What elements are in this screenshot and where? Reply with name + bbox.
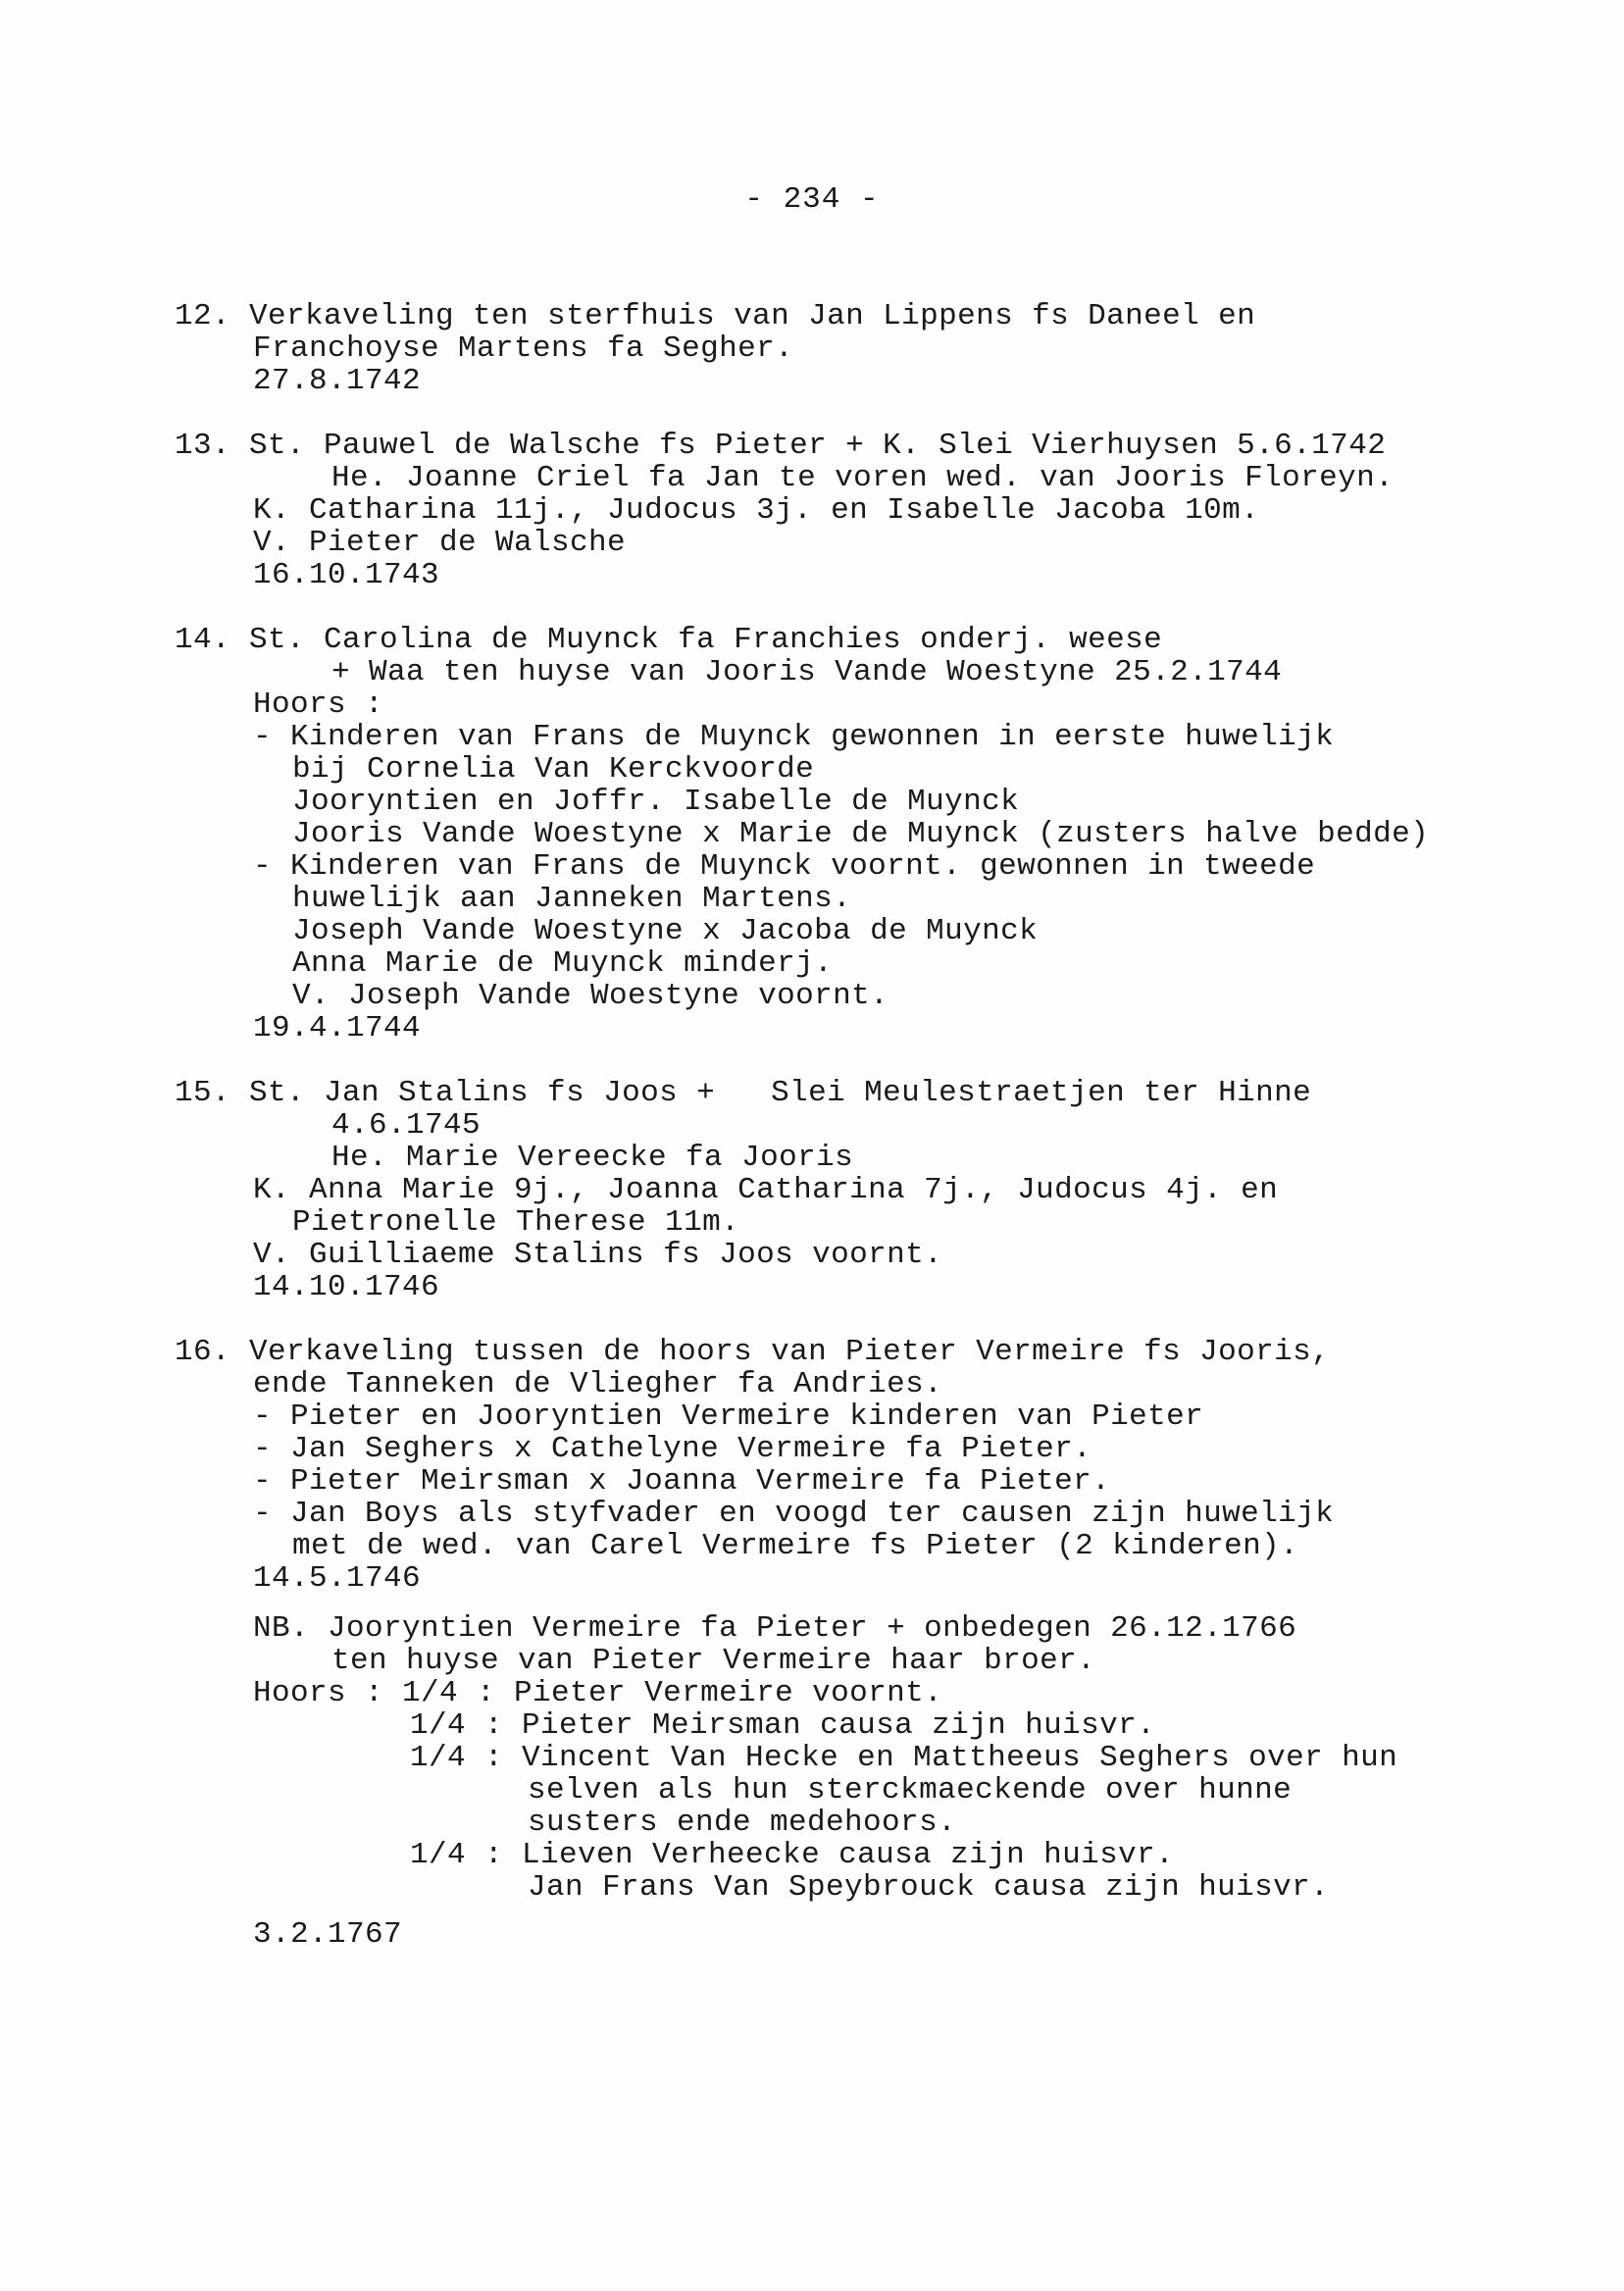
text-line: 16. Verkaveling tussen de hoors van Pieter Vermeire fs Jooris, xyxy=(175,1335,1331,1369)
text-line: 13. St. Pauwel de Walsche fs Pieter + K. Slei Vierhuysen 5.6.1742 xyxy=(175,429,1387,463)
text-line: Pietronelle Therese 11m. xyxy=(292,1205,740,1240)
text-line: huwelijk aan Janneken Martens. xyxy=(292,882,852,916)
text-line: He. Marie Vereecke fa Jooris xyxy=(331,1141,854,1175)
text-line: ten huyse van Pieter Vermeire haar broer. xyxy=(331,1644,1096,1678)
text-line: 14.10.1746 xyxy=(253,1270,440,1304)
text-line: 14. St. Carolina de Muynck fa Franchies onderj. weese xyxy=(175,623,1163,657)
text-line: Franchoyse Martens fa Segher. xyxy=(253,331,794,366)
text-line: 1/4 : Vincent Van Hecke en Mattheeus Seghers over hun xyxy=(410,1741,1398,1775)
text-line: ende Tanneken de Vliegher fa Andries. xyxy=(253,1367,943,1401)
text-line: 3.2.1767 xyxy=(253,1917,403,1952)
text-line: 27.8.1742 xyxy=(253,364,422,398)
text-line: NB. Jooryntien Vermeire fa Pieter + onbedegen 26.12.1766 xyxy=(253,1611,1297,1646)
text-line: He. Joanne Criel fa Jan te voren wed. van Jooris Floreyn. xyxy=(331,461,1395,495)
text-line: 16.10.1743 xyxy=(253,558,440,592)
text-line: met de wed. van Carel Vermeire fs Pieter (2 kinderen). xyxy=(292,1529,1299,1563)
text-line: K. Catharina 11j., Judocus 3j. en Isabelle Jacoba 10m. xyxy=(253,493,1260,528)
text-line: - Jan Seghers x Cathelyne Vermeire fa Pieter. xyxy=(253,1432,1092,1466)
text-line: Joseph Vande Woestyne x Jacoba de Muynck xyxy=(292,914,1039,948)
text-line: K. Anna Marie 9j., Joanna Catharina 7j., Judocus 4j. en xyxy=(253,1173,1279,1207)
text-line: 4.6.1745 xyxy=(331,1108,482,1143)
page-number: - 234 - xyxy=(744,182,880,217)
text-line: Jooryntien en Joffr. Isabelle de Muynck xyxy=(292,785,1020,819)
text-line: - Pieter en Jooryntien Vermeire kinderen van Pieter xyxy=(253,1400,1204,1434)
text-line: Hoors : 1/4 : Pieter Vermeire voornt. xyxy=(253,1676,943,1710)
text-line: V. Joseph Vande Woestyne voornt. xyxy=(292,979,889,1013)
text-line: selven als hun sterckmaeckende over hunne xyxy=(528,1773,1293,1807)
text-line: + Waa ten huyse van Jooris Vande Woestyne 25.2.1744 xyxy=(331,655,1283,689)
text-line: Jan Frans Van Speybrouck causa zijn huisvr. xyxy=(528,1870,1330,1905)
text-line: 1/4 : Lieven Verheecke causa zijn huisvr. xyxy=(410,1838,1175,1872)
text-line: V. Pieter de Walsche xyxy=(253,526,627,560)
text-line: Anna Marie de Muynck minderj. xyxy=(292,946,834,981)
text-line: bij Cornelia Van Kerckvoorde xyxy=(292,752,815,787)
text-line: V. Guilliaeme Stalins fs Joos voornt. xyxy=(253,1238,943,1272)
text-line: Jooris Vande Woestyne x Marie de Muynck (zusters halve bedde) xyxy=(292,817,1430,851)
text-line: - Jan Boys als styfvader en voogd ter causen zijn huwelijk xyxy=(253,1497,1335,1531)
text-line: 12. Verkaveling ten sterfhuis van Jan Lippens fs Daneel en xyxy=(175,299,1256,333)
text-line: - Kinderen van Frans de Muynck voornt. gewonnen in tweede xyxy=(253,849,1316,884)
text-line: 1/4 : Pieter Meirsman causa zijn huisvr. xyxy=(410,1708,1156,1743)
text-line: - Kinderen van Frans de Muynck gewonnen in eerste huwelijk xyxy=(253,720,1335,754)
text-line: 15. St. Jan Stalins fs Joos + Slei Meulestraetjen ter Hinne xyxy=(175,1076,1312,1110)
text-line: - Pieter Meirsman x Joanna Vermeire fa Pieter. xyxy=(253,1464,1111,1499)
text-line: susters ende medehoors. xyxy=(528,1806,957,1840)
text-line: 14.5.1746 xyxy=(253,1561,422,1596)
text-line: 19.4.1744 xyxy=(253,1011,422,1045)
text-line: Hoors : xyxy=(253,687,384,722)
